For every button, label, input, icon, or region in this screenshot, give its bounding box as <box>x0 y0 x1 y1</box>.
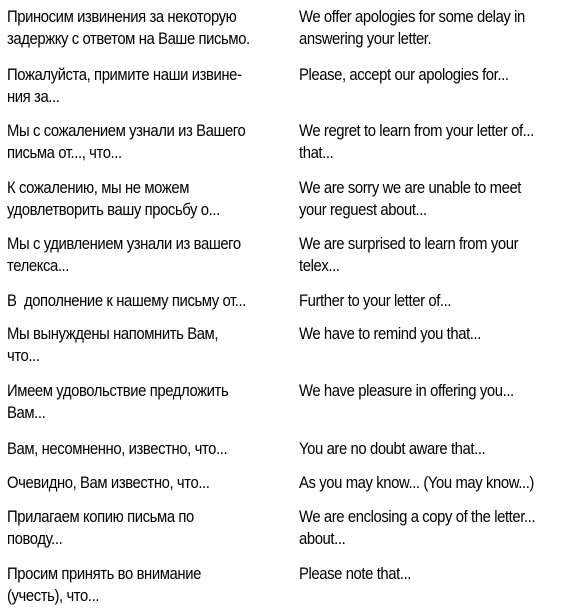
english-phrase: Please note that... <box>299 565 412 583</box>
russian-phrase: К сожалению, мы не можем удовлетворить вашу просьбу о... <box>7 179 220 219</box>
english-phrase: We regret to learn from your letter of... that... <box>299 122 534 162</box>
russian-phrase: В дополнение к нашему письму от... <box>7 292 246 310</box>
russian-phrase: Просим принять во внимание (учесть), что... <box>7 565 201 605</box>
english-phrase: You are no doubt aware that... <box>299 440 486 458</box>
russian-phrase: Мы с сожалением узнали из Вашего письма от..., что... <box>7 122 246 162</box>
english-phrase: Further to your letter of... <box>299 292 452 310</box>
english-phrase: We have pleasure in offering you... <box>299 382 514 400</box>
english-phrase: We have to remind you that... <box>299 325 481 343</box>
russian-phrase: Приносим извинения за некоторую задержку с ответом на Ваше письмо. <box>7 8 250 48</box>
russian-phrase: Мы вынуждены напомнить Вам, что... <box>7 325 219 365</box>
russian-phrase: Мы с удивлением узнали из вашего телекса... <box>7 235 241 275</box>
russian-phrase: Вам, несомненно, известно, что... <box>7 440 228 458</box>
english-phrase: We are surprised to learn from your telex... <box>299 235 519 275</box>
english-phrase: As you may know... (You may know...) <box>299 474 534 492</box>
english-phrase: We are enclosing a copy of the letter... about... <box>299 508 536 548</box>
russian-phrase: Очевидно, Вам известно, что... <box>7 474 210 492</box>
english-phrase: Please, accept our apologies for... <box>299 66 509 84</box>
russian-phrase: Пожалуйста, примите наши извине- ния за... <box>7 66 242 106</box>
english-phrase: We are sorry we are unable to meet your reguest about... <box>299 179 522 219</box>
russian-phrase: Имеем удовольствие предложить Вам... <box>7 382 229 422</box>
russian-phrase: Прилагаем копию письма по поводу... <box>7 508 194 548</box>
english-phrase: We offer apologies for some delay in answering your letter. <box>299 8 525 48</box>
